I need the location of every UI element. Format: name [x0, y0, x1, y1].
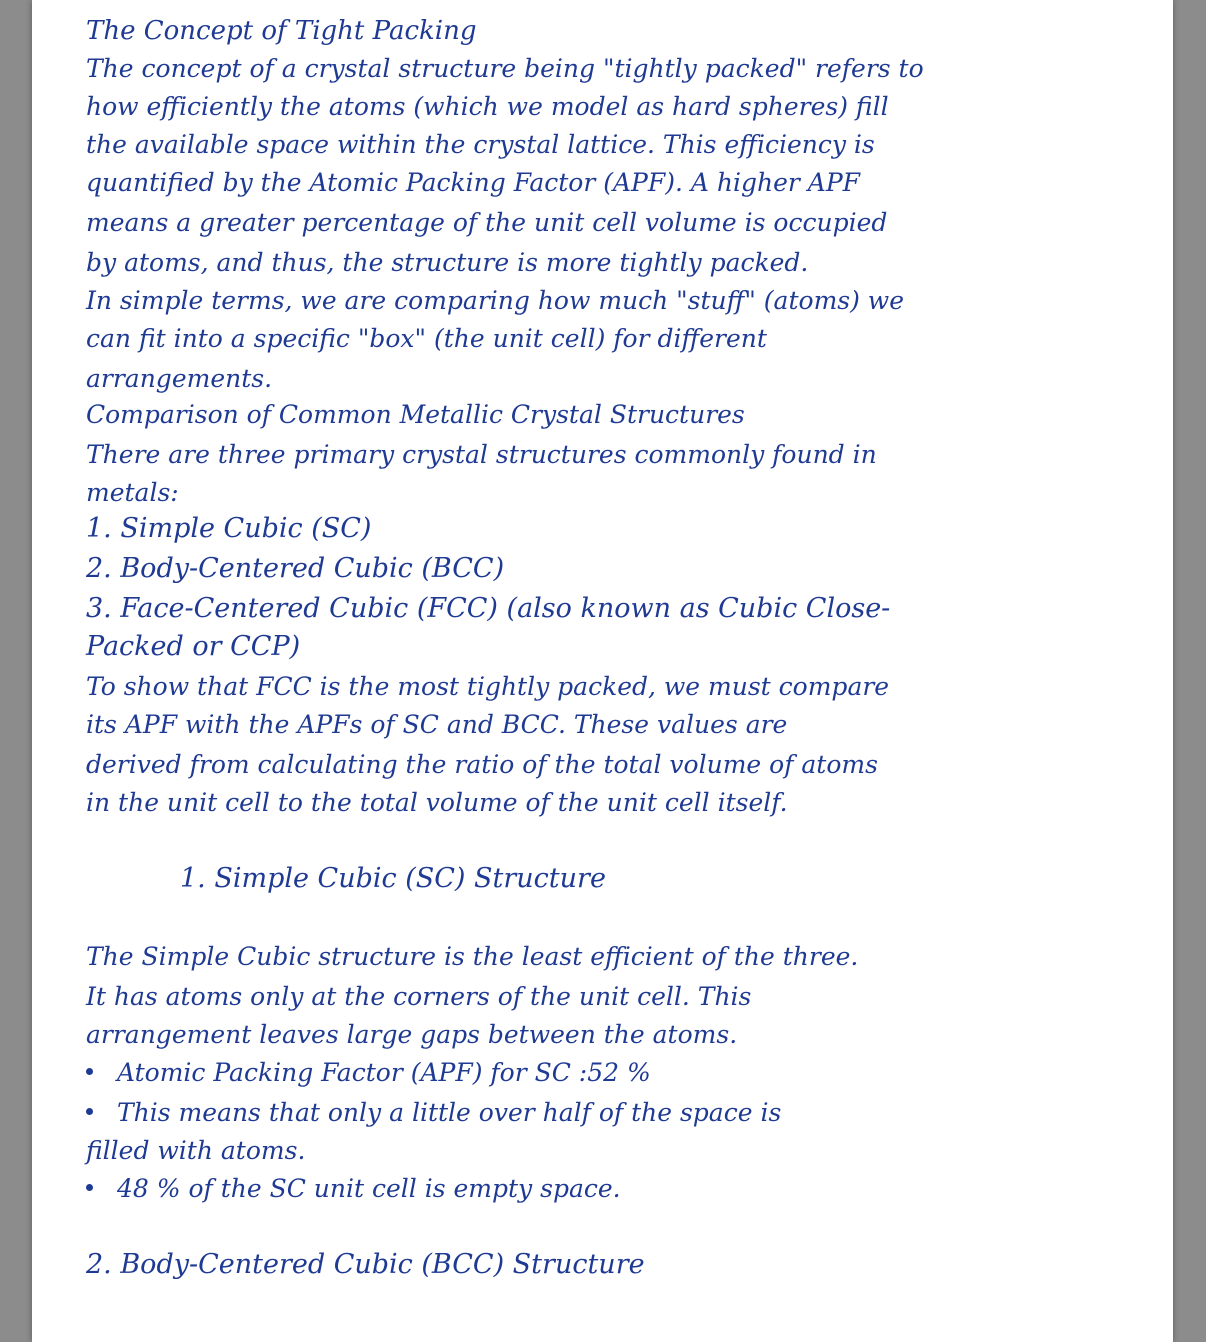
intro-line: the available space within the crystal lattice. This efficiency is: [86, 130, 875, 159]
fcc-line: derived from calculating the ratio of the total volume of atoms: [86, 750, 878, 779]
intro-line: quantified by the Atomic Packing Factor (APF). A higher APF: [86, 168, 860, 197]
comparison-heading: Comparison of Common Metallic Crystal Structures: [86, 400, 745, 429]
fcc-line: in the unit cell to the total volume of the unit cell itself.: [86, 788, 788, 817]
sc-bullet-empty-text: 48 % of the SC unit cell is empty space.: [117, 1174, 621, 1203]
structure-item-sc: 1. Simple Cubic (SC): [86, 513, 372, 544]
structure-item-fcc: 3. Face-Centered Cubic (FCC) (also known as Cubic Close-: [86, 593, 891, 624]
intro-line: means a greater percentage of the unit cell volume is occupied: [86, 208, 888, 237]
bullet-dot-icon: [86, 1184, 93, 1191]
intro-line: In simple terms, we are comparing how much "stuff" (atoms) we: [86, 286, 904, 315]
sc-line: arrangement leaves large gaps between the atoms.: [86, 1020, 738, 1049]
comparison-line: There are three primary crystal structures commonly found in: [86, 440, 877, 469]
notebook-page: [32, 0, 1173, 1342]
sc-bullet-empty: [86, 1170, 621, 1208]
structure-item-bcc: 2. Body-Centered Cubic (BCC): [86, 553, 505, 584]
comparison-line: metals:: [86, 478, 179, 507]
fcc-line: To show that FCC is the most tightly packed, we must compare: [86, 672, 890, 701]
bcc-heading: 2. Body-Centered Cubic (BCC) Structure: [86, 1249, 645, 1280]
intro-line: The concept of a crystal structure being "tightly packed" refers to: [86, 54, 924, 83]
sc-bullet-apf: [86, 1054, 651, 1092]
fcc-line: its APF with the APFs of SC and BCC. These values are: [86, 710, 788, 739]
sc-bullet-meaning: [86, 1094, 781, 1132]
sc-heading: 1. Simple Cubic (SC) Structure: [180, 863, 606, 894]
intro-line: arrangements.: [86, 364, 273, 393]
intro-line: can fit into a specific "box" (the unit cell) for different: [86, 324, 767, 353]
sc-line: The Simple Cubic structure is the least efficient of the three.: [86, 942, 859, 971]
sc-bullet-apf-text: Atomic Packing Factor (APF) for SC :52 %: [117, 1058, 651, 1087]
sc-line: It has atoms only at the corners of the unit cell. This: [86, 982, 752, 1011]
sc-bullet-meaning-cont: filled with atoms.: [86, 1136, 306, 1165]
intro-line: by atoms, and thus, the structure is more tightly packed.: [86, 248, 809, 277]
bullet-dot-icon: [86, 1108, 93, 1115]
page-title: The Concept of Tight Packing: [86, 16, 477, 46]
sc-bullet-meaning-text: This means that only a little over half of the space is: [117, 1098, 782, 1127]
intro-line: how efficiently the atoms (which we model as hard spheres) fill: [86, 92, 889, 121]
structure-item-fcc-cont: Packed or CCP): [86, 631, 301, 662]
bullet-dot-icon: [86, 1068, 93, 1075]
